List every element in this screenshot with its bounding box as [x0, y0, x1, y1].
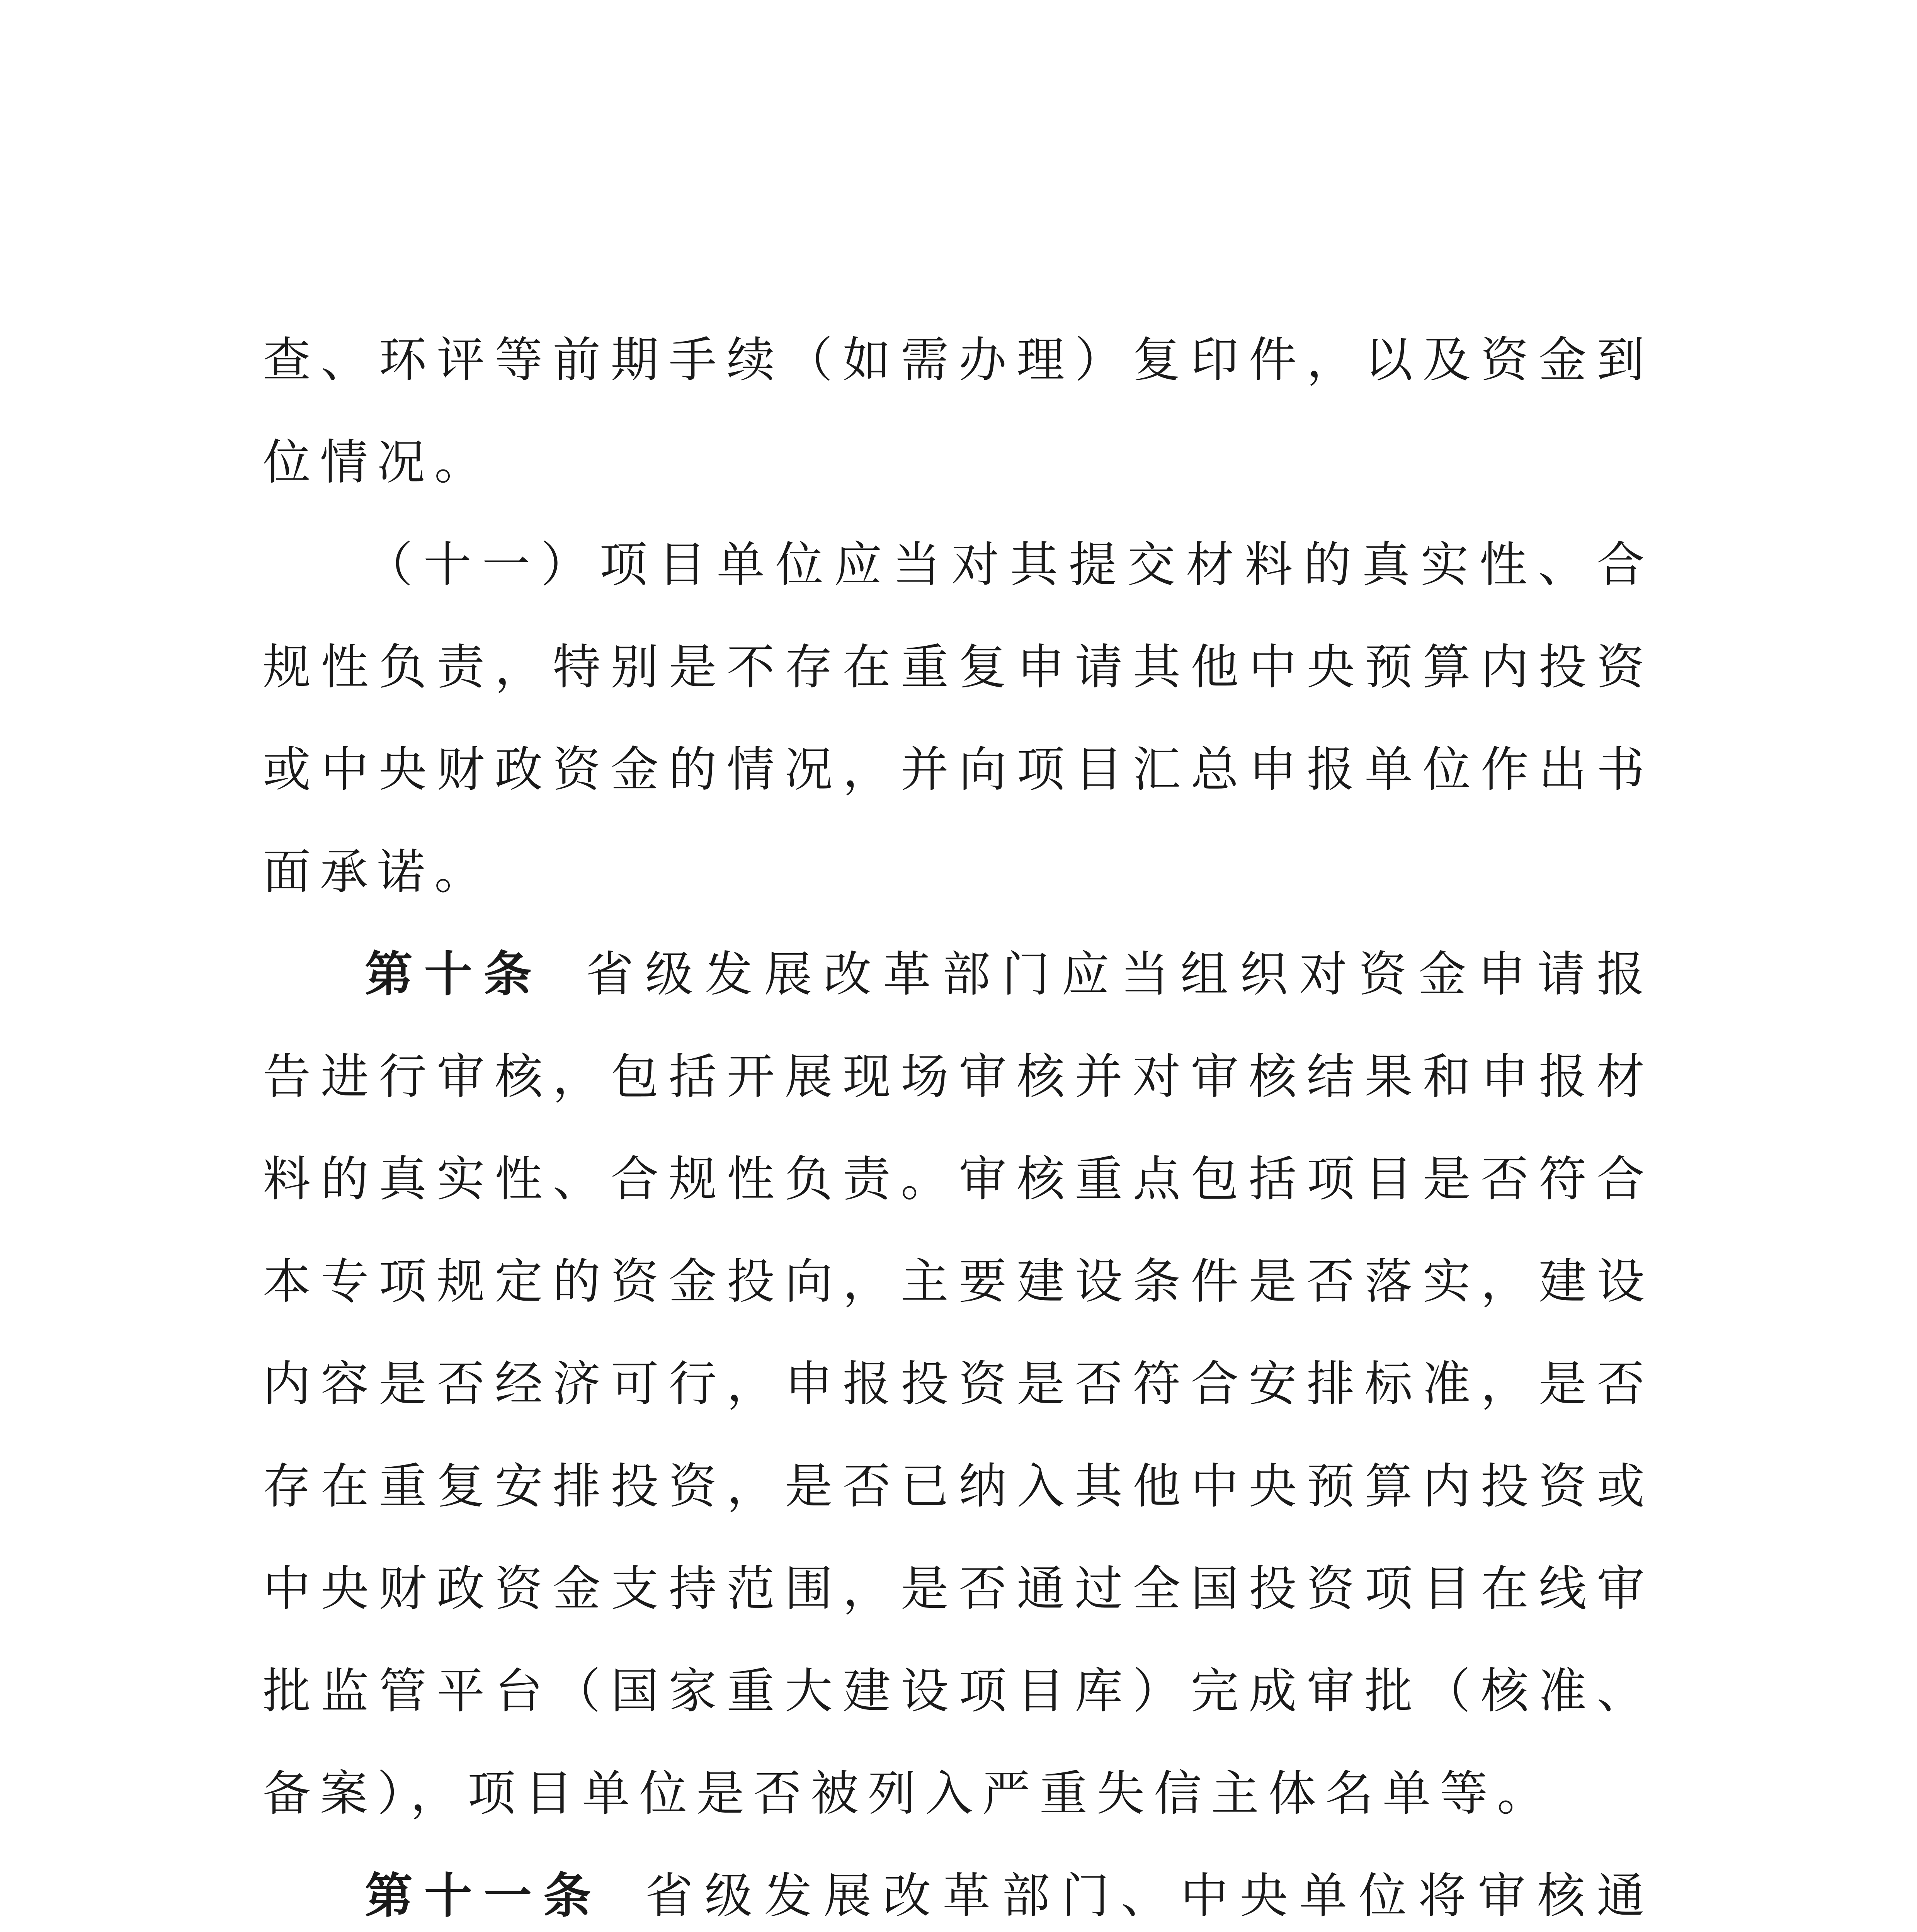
paragraph-text: 查、环评等前期手续（如需办理）复印件，以及资金到位情况。 — [263, 332, 1654, 490]
paragraph-continuation — [263, 309, 1654, 514]
paragraph-text: 省级发展改革部门、中央单位将审核通 — [645, 1868, 1654, 1924]
paragraph-text: 省级发展改革部门应当组织对资金申请报告进行审核，包括开展现场审核并对审核结果和申报材料的真实性、合规性负责。审核重点包括项目是否符合本专项规定的资金投向，主要建设条件是否落实，建设内容是否经济可行，申报投资是否符合安排标准，是否存在重复安排投资，是否已纳入其他中央预算内投资或中央财政资金支持范围，是否通过全国投资项目在线审批监管平台（国家重大建设项目库）完成审批（核准、备案），项目单位是否被列入严重失信主体名单等。 — [263, 947, 1654, 1821]
article-11 — [263, 1845, 1654, 1932]
paragraph-item-11 — [263, 514, 1654, 923]
article-number: 第十一条 — [365, 1868, 603, 1924]
paragraph-text: （十一）项目单位应当对其提交材料的真实性、合规性负责，特别是不存在重复申请其他中央预算内投资或中央财政资金的情况，并向项目汇总申报单位作出书面承诺。 — [263, 537, 1654, 900]
article-number: 第十条 — [365, 947, 543, 1002]
article-10 — [263, 923, 1654, 1845]
body-text-upper — [263, 309, 1654, 1932]
